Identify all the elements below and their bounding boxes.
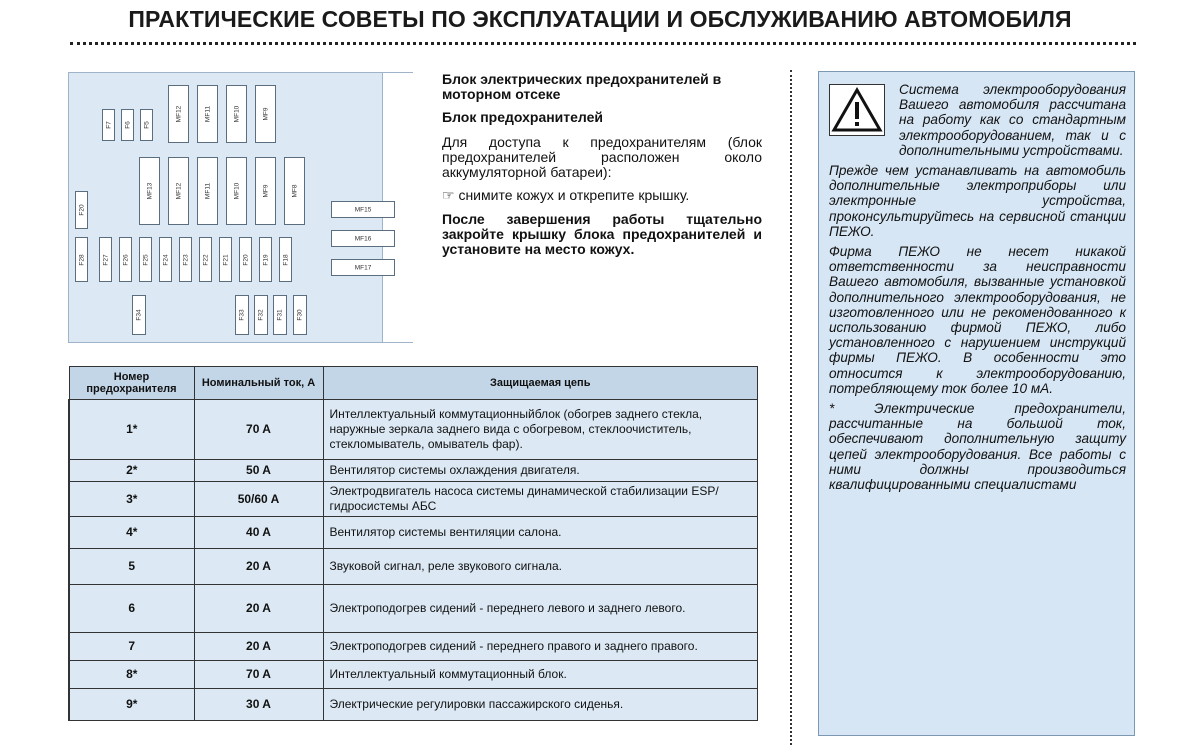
table-row bbox=[69, 661, 758, 689]
rated-current-cell: 30 A bbox=[194, 689, 323, 721]
protected-circuit-cell: Электроподогрев сидений - переднего правого и заднего правого. bbox=[323, 633, 758, 661]
fuse-slot bbox=[197, 85, 218, 143]
fuse-slot bbox=[279, 237, 292, 282]
fuse-slot bbox=[197, 157, 218, 225]
header-fuse-number: Номер предохранителя bbox=[69, 367, 194, 400]
page-title: ПРАКТИЧЕСКИЕ СОВЕТЫ ПО ЭКСПЛУАТАЦИИ И ОБСЛУЖИВАНИЮ АВТОМОБИЛЯ bbox=[128, 6, 1072, 32]
protected-circuit-cell: Вентилятор системы охлаждения двигателя. bbox=[323, 460, 758, 482]
fuse-section bbox=[442, 72, 762, 257]
fuse-slot bbox=[331, 201, 395, 218]
fuse-table bbox=[68, 366, 758, 721]
fuse-slot bbox=[254, 295, 268, 335]
header-rated-current: Номинальный ток, А bbox=[194, 367, 323, 400]
fuse-label: MF16 bbox=[354, 235, 372, 242]
fuse-label: MF15 bbox=[354, 206, 372, 213]
fuse-label: F34 bbox=[135, 309, 143, 321]
fuse-label: F22 bbox=[202, 253, 209, 266]
warning-box bbox=[818, 71, 1135, 736]
fuse-slot bbox=[179, 237, 192, 282]
fuse-label: F30 bbox=[296, 309, 304, 321]
fuse-label: MF11 bbox=[204, 182, 211, 200]
rated-current-cell: 20 A bbox=[194, 633, 323, 661]
warning-paragraph-4: * Электрические предохранители, рассчитанные на большой ток, обеспечивают дополнительную защиту цепей электрооборудования. Все работы с ними должны производиться квалифицированными специалистами bbox=[829, 401, 1126, 493]
fuse-slot bbox=[331, 230, 395, 247]
fuse-slot bbox=[226, 157, 247, 225]
section-heading-fuse-block: Блок предохранителей bbox=[442, 109, 604, 125]
rated-current-cell: 20 A bbox=[194, 585, 323, 633]
fuse-label: F23 bbox=[182, 253, 189, 266]
fuse-label: F32 bbox=[257, 309, 265, 321]
protected-circuit-cell: Интеллектуальный коммутационныйблок (обогрев заднего стекла, наружные зеркала заднего вида с обогревом, стеклоочиститель, стекломыватель, омыватель фар). bbox=[323, 400, 758, 460]
warning-text bbox=[829, 82, 1126, 497]
fuse-slot bbox=[168, 157, 189, 225]
fuse-slot bbox=[284, 157, 305, 225]
rated-current-cell: 50/60 A bbox=[194, 482, 323, 517]
warning-paragraph-1: Система электрооборудования Вашего автомобиля рассчитана на работу как со стандартным электрооборудованием, так и с дополнительными устройствами. bbox=[899, 82, 1126, 158]
table-row bbox=[69, 460, 758, 482]
access-instructions: Для доступа к предохранителям (блок предохранителей расположен около аккумуляторной батареи): bbox=[442, 134, 762, 180]
fuse-slot bbox=[139, 237, 152, 282]
fuse-slot bbox=[235, 295, 249, 335]
fuse-label: F18 bbox=[282, 253, 289, 266]
fuse-label: F7 bbox=[105, 121, 112, 129]
fuse-label: MF10 bbox=[233, 105, 240, 123]
fuse-number-cell: 7 bbox=[69, 633, 194, 661]
fuse-slot bbox=[159, 237, 172, 282]
fuse-slot bbox=[75, 191, 88, 229]
protected-circuit-cell: Электрические регулировки пассажирского сиденья. bbox=[323, 689, 758, 721]
header-protected-circuit: Защищаемая цепь bbox=[323, 367, 758, 400]
rated-current-cell: 70 A bbox=[194, 661, 323, 689]
fuse-slot bbox=[331, 259, 395, 276]
fuse-label: MF9 bbox=[262, 184, 269, 198]
warning-paragraph-3: Фирма ПЕЖО не несет никакой ответственности за неисправности Вашего автомобиля, вызванные установкой дополнительного электрооборудования, не изготовленного или не рекомендованного к использованию фирмой ПЕЖО, либо установленного с нарушением инструкций фирмы ПЕЖО. В особенности это относится к электрооборудованию, потребляющему ток более 10 мА. bbox=[829, 244, 1126, 396]
table-row bbox=[69, 517, 758, 549]
fuse-label: F33 bbox=[238, 309, 246, 321]
fuse-slot bbox=[199, 237, 212, 282]
fuse-number-cell: 9* bbox=[69, 689, 194, 721]
fuse-slot bbox=[273, 295, 287, 335]
protected-circuit-cell: Электроподогрев сидений - переднего левого и заднего левого. bbox=[323, 585, 758, 633]
fuse-label: MF10 bbox=[233, 182, 240, 200]
fuse-label: F25 bbox=[142, 253, 149, 266]
table-row bbox=[69, 549, 758, 585]
fuse-slot bbox=[139, 157, 160, 225]
rated-current-cell: 50 A bbox=[194, 460, 323, 482]
protected-circuit-cell: Электродвигатель насоса системы динамической стабилизации ESP/ гидросистемы АБС bbox=[323, 482, 758, 517]
table-row bbox=[69, 482, 758, 517]
fuse-slot bbox=[102, 109, 115, 141]
fuse-slot bbox=[140, 109, 153, 141]
header-dotted-rule bbox=[70, 42, 1136, 45]
fuse-label: MF12 bbox=[175, 182, 182, 200]
fuse-box-diagram bbox=[68, 72, 413, 343]
fuse-label: MF8 bbox=[291, 184, 298, 198]
fuse-number-cell: 2* bbox=[69, 460, 194, 482]
fuse-label: F26 bbox=[122, 253, 129, 266]
fuse-number-cell: 6 bbox=[69, 585, 194, 633]
fuse-slot bbox=[255, 157, 276, 225]
table-header-row bbox=[69, 367, 758, 400]
fuse-label: MF13 bbox=[146, 182, 153, 200]
fuse-number-cell: 4* bbox=[69, 517, 194, 549]
warning-paragraph-2: Прежде чем устанавливать на автомобиль дополнительные электроприборы или электронные устройства, проконсультируйтесь на сервисной станции ПЕЖО. bbox=[829, 163, 1126, 239]
fuse-slot bbox=[168, 85, 189, 143]
fuse-label: MF12 bbox=[175, 105, 182, 123]
fuse-label: F21 bbox=[222, 253, 229, 266]
rated-current-cell: 70 A bbox=[194, 400, 323, 460]
table-row bbox=[69, 400, 758, 460]
column-divider bbox=[790, 70, 792, 745]
section-heading-engine-bay: Блок электрических предохранителей в моторном отсеке bbox=[442, 71, 722, 102]
fuse-slot bbox=[121, 109, 134, 141]
fuse-slot bbox=[239, 237, 252, 282]
fuse-label: MF11 bbox=[204, 105, 211, 123]
fuse-label: F24 bbox=[162, 253, 169, 266]
fuse-number-cell: 3* bbox=[69, 482, 194, 517]
fuse-label: F31 bbox=[276, 309, 284, 321]
fuse-slot bbox=[219, 237, 232, 282]
step-text: снимите кожух и открепите крышку. bbox=[458, 187, 690, 203]
fuse-slot bbox=[226, 85, 247, 143]
protected-circuit-cell: Интеллектуальный коммутационный блок. bbox=[323, 661, 758, 689]
rated-current-cell: 40 A bbox=[194, 517, 323, 549]
after-work-note: После завершения работы тщательно закройте крышку блока предохранителей и установите на место кожух. bbox=[442, 211, 762, 257]
table-row bbox=[69, 689, 758, 721]
fuse-label: F6 bbox=[124, 121, 131, 129]
fuse-slot bbox=[293, 295, 307, 335]
fuse-number-cell: 5 bbox=[69, 549, 194, 585]
fuse-number-cell: 8* bbox=[69, 661, 194, 689]
fuse-label: F5 bbox=[143, 121, 150, 129]
fuse-slot bbox=[75, 237, 88, 282]
table-row bbox=[69, 633, 758, 661]
fuse-label: F19 bbox=[262, 253, 269, 266]
fuse-label: F28 bbox=[78, 253, 85, 266]
step-item bbox=[442, 188, 762, 203]
rated-current-cell: 20 A bbox=[194, 549, 323, 585]
protected-circuit-cell: Звуковой сигнал, реле звукового сигнала. bbox=[323, 549, 758, 585]
fuse-label: F27 bbox=[102, 253, 109, 266]
table-row bbox=[69, 585, 758, 633]
fuse-label: MF17 bbox=[354, 264, 372, 271]
fuse-slot bbox=[255, 85, 276, 143]
fuse-label: MF9 bbox=[262, 107, 269, 121]
fuse-slot bbox=[119, 237, 132, 282]
fuse-label: F20 bbox=[242, 253, 249, 266]
fuse-label: F20 bbox=[78, 204, 85, 216]
fuse-slot bbox=[259, 237, 272, 282]
protected-circuit-cell: Вентилятор системы вентиляции салона. bbox=[323, 517, 758, 549]
fuse-slot bbox=[132, 295, 146, 335]
pointing-hand-icon: ☞ bbox=[442, 187, 455, 203]
fuse-number-cell: 1* bbox=[69, 400, 194, 460]
fuse-slot bbox=[99, 237, 112, 282]
